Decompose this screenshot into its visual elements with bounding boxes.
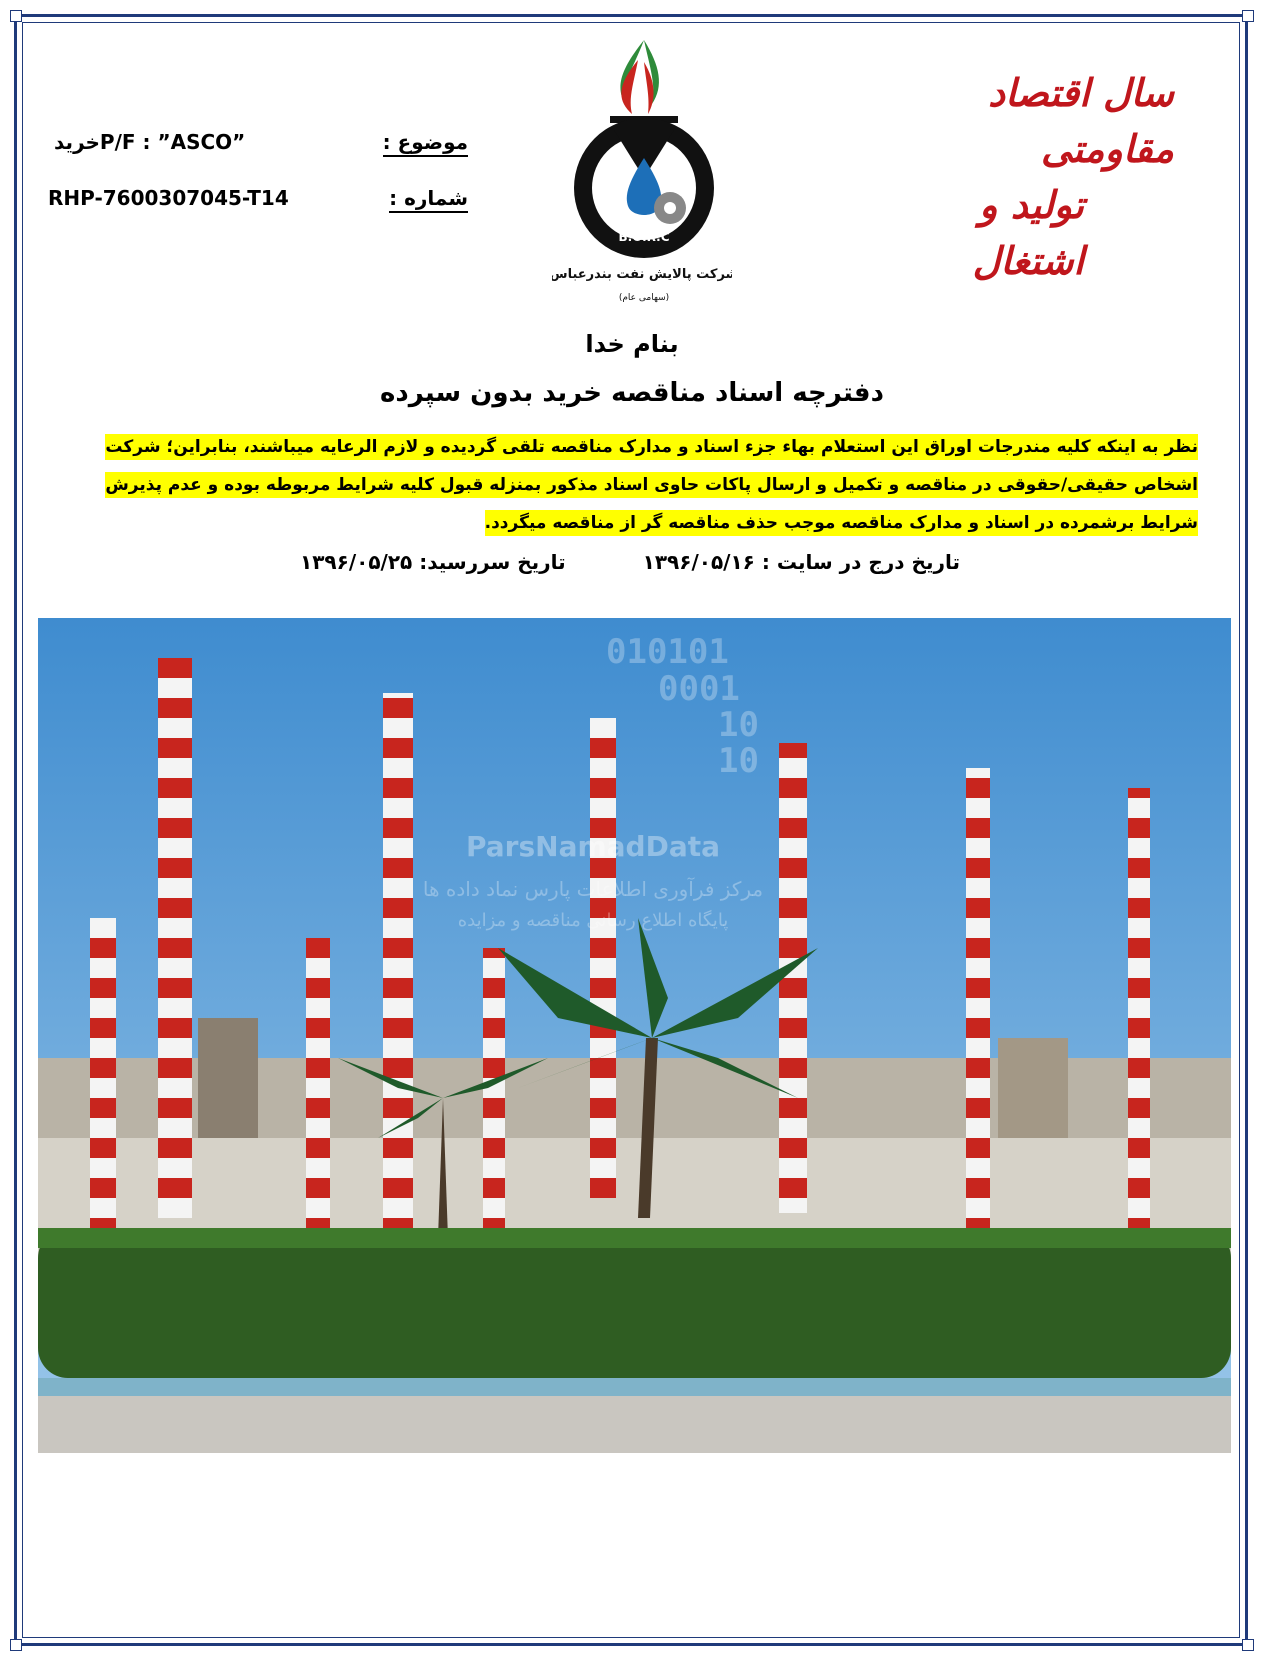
subject-value-fa: خرید bbox=[54, 130, 100, 154]
border-corner bbox=[1242, 10, 1254, 22]
refinery-photo bbox=[38, 618, 1231, 1453]
border-corner bbox=[1242, 1639, 1254, 1651]
slogan-line-2: تولید و اشتغال bbox=[972, 182, 1084, 283]
chimney bbox=[90, 918, 116, 1248]
logo-letters: B.O.R.C bbox=[618, 230, 670, 244]
posted-date: تاریخ درج در سایت : ۱۳۹۶/۰۵/۱۶ bbox=[642, 550, 960, 574]
borc-emblem bbox=[552, 38, 732, 318]
subject-row bbox=[48, 130, 468, 186]
chimney bbox=[306, 938, 330, 1258]
dates-row bbox=[300, 550, 960, 574]
chimney bbox=[483, 948, 505, 1238]
subject-value bbox=[48, 130, 245, 154]
subject-label: موضوع : bbox=[383, 130, 468, 157]
subject-value-ltr: P/F : ”ASCO” bbox=[99, 130, 246, 154]
watermark-line-1: مرکز فرآوری اطلاعات پارس نماد داده ها bbox=[422, 877, 764, 901]
watermark-brand: ParsNamadData bbox=[466, 830, 720, 863]
slogan-line-1: سال اقتصاد مقاومتی bbox=[988, 70, 1174, 171]
due-date: تاریخ سررسید: ۱۳۹۶/۰۵/۲۵ bbox=[300, 550, 566, 574]
watermark-binary-4: 10 bbox=[718, 741, 759, 781]
border-corner bbox=[10, 10, 22, 22]
number-row bbox=[48, 186, 468, 242]
document-title: دفترچه اسناد مناقصه خرید بدون سپرده bbox=[380, 378, 884, 408]
border-corner bbox=[10, 1639, 22, 1651]
hedge bbox=[38, 1228, 1231, 1378]
highlighted-notice-text: نظر به اینکه کلیه مندرجات اوراق این استعلام بهاء جزء اسناد و مدارک مناقصه تلقی گردیده و لازم الرعایه میباشند، بنابراین؛ شرکت اشخاص حقیقی/حقوقی در مناقصه و تکمیل و ارسال پاکات حاوی اسناد مذکور بمنزله قبول کلیه شرایط مربوطه بوده و عدم پذیرش شرایط برشمرده در اسناد و مدارک مناقصه موجب حذف مناقصه گر از مناقصه میگردد. bbox=[105, 434, 1198, 536]
year-slogan bbox=[874, 65, 1174, 289]
watermark-binary-2: 0001 bbox=[658, 669, 740, 709]
watermark-binary-3: 10 bbox=[718, 705, 759, 745]
chimney bbox=[383, 693, 413, 1253]
notice-paragraph bbox=[84, 428, 1198, 542]
basmala-heading: بنام خدا bbox=[585, 330, 679, 358]
chimney bbox=[1128, 788, 1150, 1238]
logo-company-name: شرکت پالایش نفت بندرعباس bbox=[552, 267, 732, 282]
chimney bbox=[966, 768, 990, 1228]
number-label: شماره : bbox=[389, 186, 468, 213]
chimney bbox=[590, 718, 616, 1198]
document-meta bbox=[48, 130, 468, 242]
watermark-line-2: پایگاه اطلاع رسانی مناقصه و مزایده bbox=[457, 910, 729, 931]
logo-company-type: (سهامی عام) bbox=[618, 293, 670, 303]
refinery-illustration bbox=[38, 618, 1231, 1453]
watermark-binary-1: 010101 bbox=[606, 632, 729, 672]
chimney bbox=[158, 658, 192, 1218]
company-logo bbox=[552, 38, 732, 318]
number-value: RHP-7600307045-T14 bbox=[48, 186, 289, 210]
